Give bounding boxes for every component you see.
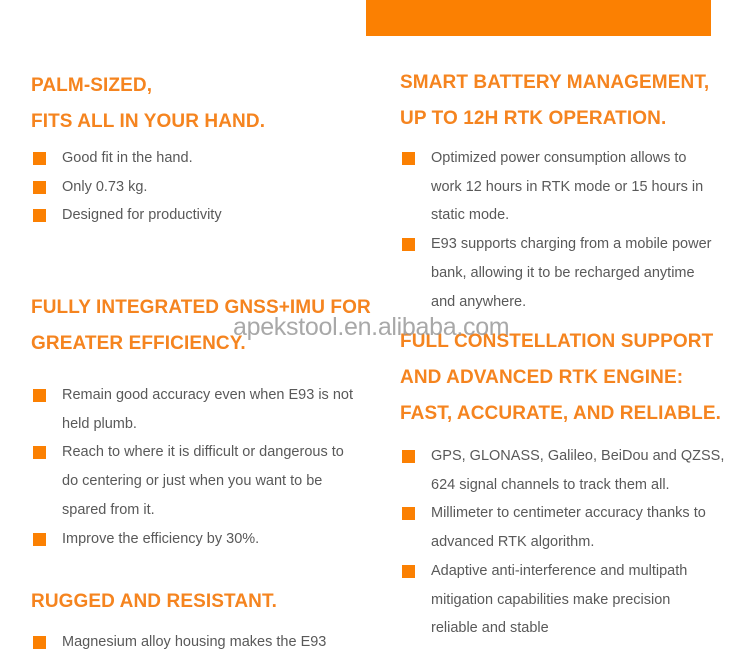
heading-line: PALM-SIZED, (31, 75, 153, 96)
orange-square-bullet-icon (33, 446, 46, 459)
item-text: Only 0.73 kg. (62, 178, 148, 195)
orange-square-bullet-icon (402, 507, 415, 520)
item-text: spared from it. (62, 501, 155, 518)
item-text: E93 supports charging from a mobile power (431, 236, 712, 253)
item-text: GPS, GLONASS, Galileo, BeiDou and QZSS, (431, 448, 725, 464)
heading-line: FITS ALL IN YOUR HAND. (31, 111, 266, 132)
heading-line: FAST, ACCURATE, AND RELIABLE. (400, 403, 721, 424)
item-text: do centering or just when you want to be (62, 473, 323, 490)
section-heading (31, 68, 361, 140)
feature-list (400, 442, 745, 643)
orange-square-bullet-icon (33, 389, 46, 402)
item-text: Millimeter to centimeter accuracy thanks to (431, 505, 706, 522)
feature-list (31, 381, 376, 553)
item-text: held plumb. (62, 415, 137, 432)
item-text: static mode. (431, 207, 510, 224)
section-smart-battery (400, 65, 745, 316)
section-palm-sized (31, 68, 361, 230)
section-full-constellation (400, 324, 745, 643)
item-text: and anywhere. (431, 293, 527, 310)
item-text: Adaptive anti-interference and multipath (431, 562, 688, 579)
item-text: Designed for productivity (62, 207, 222, 224)
section-heading (31, 584, 376, 620)
heading-line: FULLY INTEGRATED GNSS+IMU FOR (31, 297, 371, 318)
orange-square-bullet-icon (33, 152, 46, 165)
item-text: Reach to where it is difficult or dangerous to (62, 444, 344, 461)
orange-square-bullet-icon (33, 181, 46, 194)
item-text: 624 signal channels to track them all. (431, 476, 670, 493)
heading-line: UP TO 12H RTK OPERATION. (400, 108, 667, 129)
section-heading (400, 65, 745, 137)
orange-square-bullet-icon (33, 533, 46, 546)
item-text: Magnesium alloy housing makes the E93 (62, 634, 327, 650)
item-text: Improve the efficiency by 30%. (62, 530, 260, 547)
orange-square-bullet-icon (402, 565, 415, 578)
item-text: Optimized power consumption allows to (431, 150, 687, 166)
list-item (400, 144, 745, 230)
list-item (31, 144, 361, 173)
section-rugged (31, 584, 376, 657)
heading-line: RUGGED AND RESISTANT. (31, 591, 277, 612)
feature-list (400, 144, 745, 316)
list-item (400, 230, 745, 316)
list-item (31, 628, 376, 657)
item-text: mitigation capabilities make precision (431, 591, 671, 608)
list-item (31, 381, 376, 438)
orange-square-bullet-icon (402, 238, 415, 251)
list-item (31, 201, 361, 230)
orange-square-bullet-icon (33, 209, 46, 222)
orange-square-bullet-icon (402, 152, 415, 165)
heading-line: AND ADVANCED RTK ENGINE: (400, 367, 684, 388)
feature-list (31, 628, 376, 657)
orange-banner-bar (366, 0, 711, 36)
heading-line: SMART BATTERY MANAGEMENT, (400, 72, 710, 93)
item-text: Good fit in the hand. (62, 150, 193, 166)
item-text: reliable and stable (431, 620, 549, 637)
list-item (400, 442, 745, 499)
list-item (400, 557, 745, 643)
item-text: Remain good accuracy even when E93 is not (62, 387, 353, 403)
heading-line: FULL CONSTELLATION SUPPORT (400, 331, 714, 352)
item-text: advanced RTK algorithm. (431, 534, 595, 551)
list-item (31, 173, 361, 202)
list-item (400, 499, 745, 556)
item-text: work 12 hours in RTK mode or 15 hours in (431, 178, 704, 195)
feature-list (31, 144, 361, 230)
item-text: bank, allowing it to be recharged anytime (431, 264, 695, 281)
orange-square-bullet-icon (33, 636, 46, 649)
watermark: apekstool.en.alibaba.com (233, 313, 510, 341)
orange-square-bullet-icon (402, 450, 415, 463)
list-item (31, 525, 376, 554)
heading-line: GREATER EFFICIENCY. (31, 333, 246, 354)
list-item (31, 438, 376, 524)
